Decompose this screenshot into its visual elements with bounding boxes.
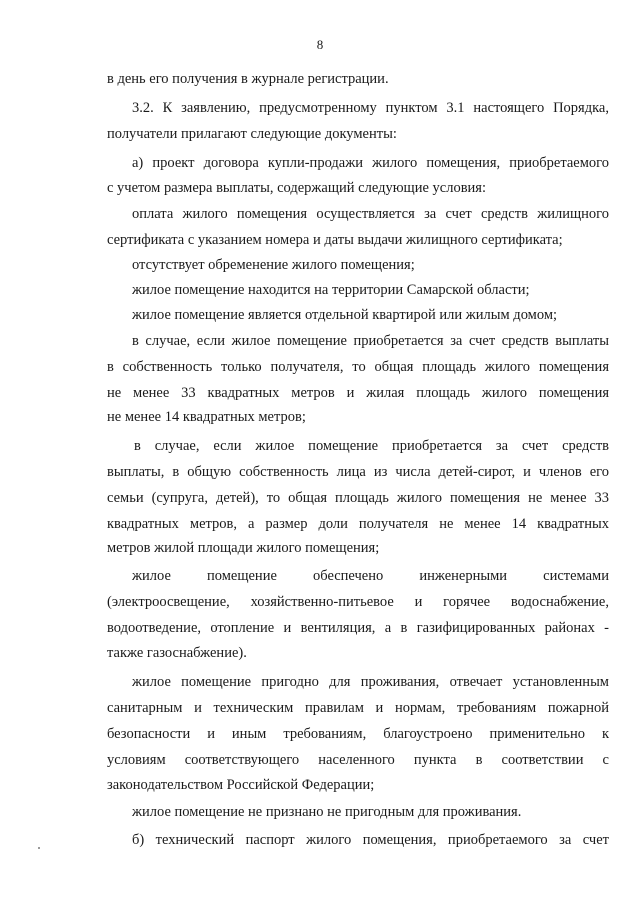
scan-speck: [38, 847, 40, 849]
text-line: 3.2. К заявлению, предусмотренному пунктом 3.1 настоящего Порядка,: [132, 100, 609, 116]
text-line: б) технический паспорт жилого помещения, приобретаемого за счет: [132, 832, 609, 848]
text-line: водоотведение, отопление и вентиляция, а в газифицированных районах -: [107, 620, 609, 636]
text-line: жилое помещение пригодно для проживания, отвечает установленным: [132, 674, 609, 690]
page-number: 8: [316, 37, 324, 52]
text-line: в случае, если жилое помещение приобретается за счет средств выплаты: [132, 333, 609, 349]
text-line: выплаты, в общую собственность лица из числа детей-сирот, и членов его: [107, 464, 609, 480]
text-line: санитарным и техническим правилам и нормам, требованиям пожарной: [107, 700, 609, 716]
text-line: семьи (супруга, детей), то общая площадь жилого помещения не менее 33: [107, 490, 609, 506]
text-line: законодательством Российской Федерации;: [107, 777, 375, 793]
text-line: жилое помещение является отдельной квартирой или жилым домом;: [132, 307, 558, 323]
text-line: также газоснабжение).: [107, 645, 247, 661]
text-line: метров жилой площади жилого помещения;: [107, 540, 380, 556]
text-line: квадратных метров, а размер доли получателя не менее 14 квадратных: [107, 516, 609, 532]
text-line: безопасности и иным требованиям, благоустроено применительно к: [107, 726, 609, 742]
text-line: жилое помещение не признано не пригодным для проживания.: [132, 804, 522, 820]
text-line: в собственность только получателя, то общая площадь жилого помещения: [107, 359, 609, 375]
text-line: получатели прилагают следующие документы:: [107, 126, 397, 142]
text-line: с учетом размера выплаты, содержащий следующие условия:: [107, 180, 486, 196]
text-line: условиям соответствующего населенного пункта в соответствии с: [107, 752, 609, 768]
text-line: жилое помещение находится на территории Самарской области;: [132, 282, 530, 298]
text-line: жилое помещение обеспечено инженерными системами: [132, 568, 609, 584]
text-line: сертификата с указанием номера и даты выдачи жилищного сертификата;: [107, 232, 563, 248]
text-line: оплата жилого помещения осуществляется за счет средств жилищного: [132, 206, 609, 222]
text-line: не менее 14 квадратных метров;: [107, 409, 306, 425]
text-line: а) проект договора купли-продажи жилого помещения, приобретаемого: [132, 155, 609, 171]
text-line: отсутствует обременение жилого помещения;: [132, 257, 415, 273]
text-line: (электроосвещение, хозяйственно-питьевое и горячее водоснабжение,: [107, 594, 609, 610]
text-line: в случае, если жилое помещение приобретается за счет средств: [134, 438, 609, 454]
text-line: в день его получения в журнале регистрации.: [107, 71, 389, 87]
text-line: не менее 33 квадратных метров и жилая площадь жилого помещения: [107, 385, 609, 401]
